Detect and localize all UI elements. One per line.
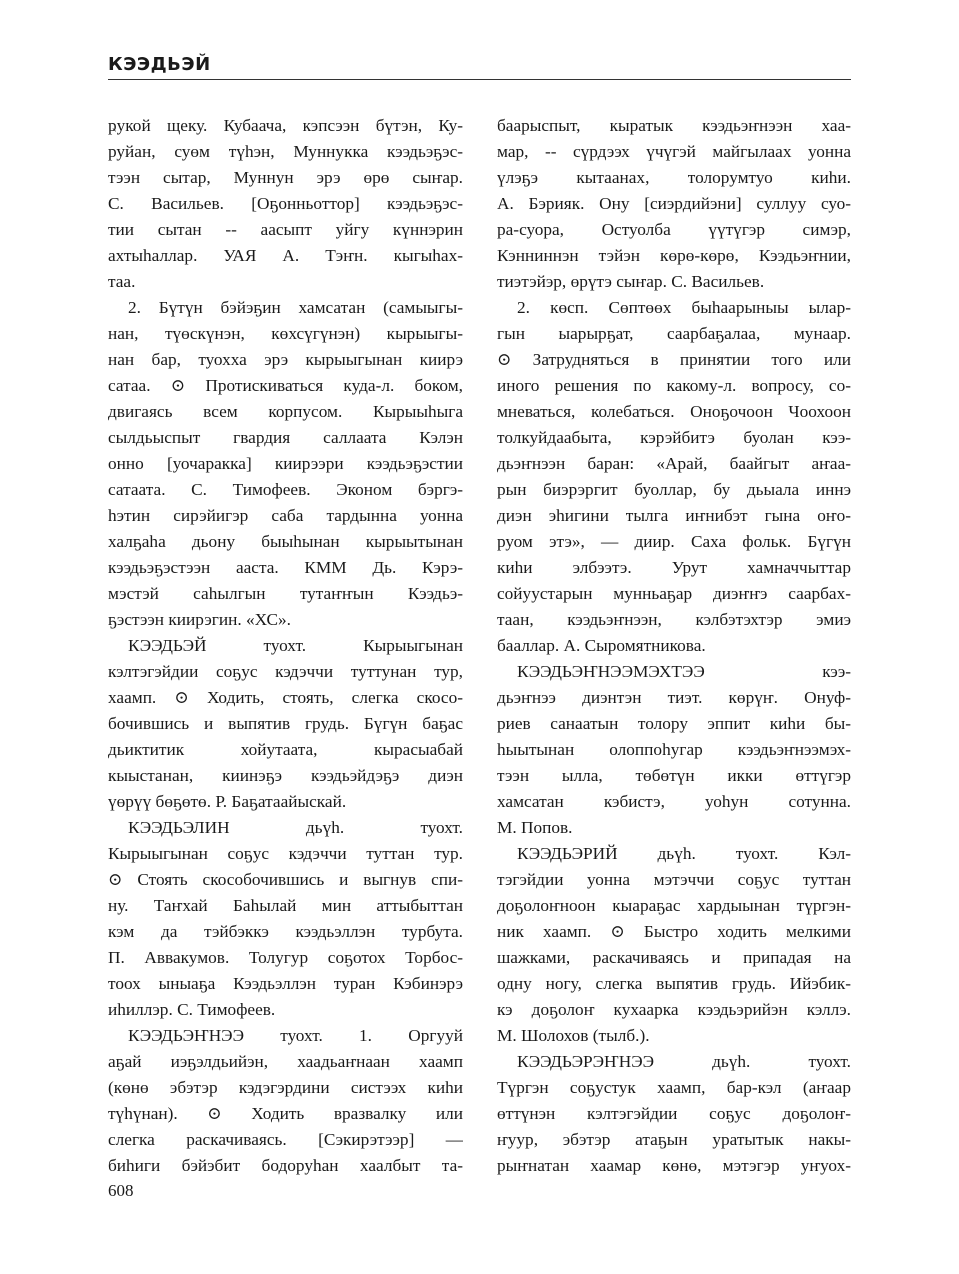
text-line: сатаа. ⊙ Протискиваться куда-л. боком,: [108, 376, 463, 395]
text-line: ну. Таҥхай Баһылай мин аттыбыттан: [108, 896, 463, 915]
text-line: толкуйдаабыта, кэрэйбитэ буолан кээ-: [497, 428, 851, 447]
headword-line: КЭЭДЬЭҤНЭЭМЭХТЭЭ кээ-: [517, 662, 851, 681]
headword-line: КЭЭДЬЭРИЙ дьүһ. туохт. Кэл-: [517, 844, 851, 863]
page-number: 608: [108, 1181, 134, 1200]
headword-line: КЭЭДЬЭҤНЭЭ туохт. 1. Оргууй: [128, 1026, 463, 1045]
text-line: иного решения по какому-л. вопросу, со-: [497, 376, 851, 395]
text-line: 2. көсп. Сөптөөх быһаарыныы ылар-: [517, 298, 851, 317]
text-line: шажками, раскачиваясь и припадая на: [497, 948, 851, 967]
left-column: [108, 113, 463, 1179]
header-rule: [108, 79, 851, 80]
text-line: риев санаатын толору эппит киһи бы-: [497, 714, 851, 733]
text-line: мэстэй саһылгын тутаҥҥын Кээдьэ-: [108, 584, 463, 603]
text-line: баарыспыт, кыратык кээдьэҥнээн хаа-: [497, 116, 851, 135]
text-line: аҕай иэҕэлдьийэн, хаадьаҥнаан хаамп: [108, 1052, 463, 1071]
text-line: бааллар. А. Сыромятникова.: [497, 636, 706, 655]
text-line: сылдьыспыт гвардия саллаата Кэлэн: [108, 428, 463, 447]
text-line: кэм да тэйбэккэ кээдьэллэн турбута.: [108, 922, 463, 941]
text-line: дьэҥнээ диэнтэн тиэт. көрүҥ. Онуф-: [497, 688, 851, 707]
text-line: кэлтэгэйдии соҕус кэдэччи туттунан тур,: [108, 662, 463, 681]
text-line: таан, кээдьэҥнээн, кэлбэтэхтэр эмиэ: [497, 610, 851, 629]
text-line: тэгэйдии уонна мэтэччи соҕус туттан: [497, 870, 851, 889]
text-line: нан, түөскүнэн, көхсүгүнэн) кырыыгы-: [108, 324, 463, 343]
text-line: двигаясь всем корпусом. Кырыыһыга: [108, 402, 463, 421]
text-line: иһиллэр. С. Тимофеев.: [108, 1000, 276, 1019]
text-line: ҏукой щеку. Кубаача, кэпсээн бүтэн, Ку-: [108, 116, 463, 135]
text-line: Кэнниннэн тэйэн көрө-көрө, Кээдьэҥнии,: [497, 246, 851, 265]
text-line: рыҥнатан хаамар көнө, мэтэгэр уҥуох-: [497, 1156, 851, 1175]
text-line: һыытынан олоппоһугар кээдьэҥнээмэх-: [497, 740, 851, 759]
text-line: рын биэрэргит буоллар, бу дьыала иннэ: [497, 480, 851, 499]
text-line: тиэтэйэр, өрүтэ сыҥар. С. Васильев.: [497, 272, 765, 291]
text-line: кээдьэҕэстээн ааста. КММ Дь. Кэрэ-: [108, 558, 463, 577]
text-line: ⊙ Затрудняться в принятии того или: [497, 350, 851, 369]
text-line: нан бар, туохха эрэ кырыыгынан киирэ: [108, 350, 463, 369]
text-line: ра-суора, Остуолба үүтүгэр симэр,: [497, 220, 851, 239]
text-line: тээн сытар, Муннун эрэ өрө сыҥар.: [108, 168, 463, 187]
text-line: ⊙ Стоять скособочившись и выгнув спи-: [108, 870, 463, 889]
text-line: руйан, суөм түһэн, Муннукка кээдьэҕэс-: [108, 142, 463, 161]
text-line: халҕаһа дьону быыһынан кырыытынан: [108, 532, 463, 551]
headword-line: КЭЭДЬЭРЭҤНЭЭ дьүһ. туохт.: [517, 1052, 851, 1071]
text-line: ҥуур, эбэтэр атаҕын уратытык накы-: [497, 1130, 851, 1149]
text-line: сойуустарын мунньаҕар диэҥҥэ саарбах-: [497, 584, 851, 603]
text-line: руом этэ», — диир. Саха фольк. Бүгүн: [497, 532, 851, 551]
headword-line: КЭЭДЬЭЙ туохт. Кырыыгынан: [128, 636, 463, 655]
text-line: үлэҕэ кытаанах, толорумтуо киһи.: [497, 168, 851, 187]
text-line: тээн ылла, төбөтүн икки өттүгэр: [497, 766, 851, 785]
text-line: М. Шолохов (тылб.).: [497, 1026, 650, 1045]
running-head: КЭЭДЬЭЙ: [108, 54, 211, 75]
text-line: одну ногу, слегка выпятив грудь. Ийэбик-: [497, 974, 851, 993]
text-line: доҕолоҥноон кыараҕас хардыынан түргэн-: [497, 896, 851, 915]
text-line: (көнө эбэтэр кэдэгэрдини систээх киһи: [108, 1078, 463, 1097]
text-line: өттүнэн кэлтэгэйдии соҕус доҕолоҥ-: [497, 1104, 851, 1123]
text-line: ахтыһаллар. УАЯ А. Тэҥн. кыгыһах-: [108, 246, 463, 265]
text-line: Түргэн соҕустук хаамп, бар-кэл (аҥаар: [497, 1078, 851, 1097]
text-line: 2. Бүтүн бэйэҕин хамсатан (самыыгы-: [128, 298, 463, 317]
text-line: сатаата. С. Тимофеев. Эконом бэргэ-: [108, 480, 463, 499]
text-line: Кырыыгынан соҕус кэдэччи туттан тур.: [108, 844, 463, 863]
text-line: һэтин сирэйигэр саба тардынна уонна: [108, 506, 463, 525]
text-line: бочившись и выпятив грудь. Бүгүн баҕас: [108, 714, 463, 733]
text-line: С. Васильев. [Оҕонньоттор] кээдьэҕэс-: [108, 194, 463, 213]
text-line: тии сытан -- аасыпт уйгу күннэрин: [108, 220, 463, 239]
text-line: үөрүү бөҕөтө. Р. Баҕатаайыскай.: [108, 792, 347, 811]
right-column: [497, 113, 851, 1179]
headword-line: КЭЭДЬЭЛИН дьүһ. туохт.: [128, 818, 463, 837]
text-line: М. Попов.: [497, 818, 573, 837]
text-line: түһүнан). ⊙ Ходить вразвалку или: [108, 1104, 463, 1123]
text-line: гын ыарырҕат, саарбаҕалаа, мунаар.: [497, 324, 851, 343]
text-line: ҕэстээн киирэгин. «ХС».: [108, 610, 291, 629]
text-line: хаамп. ⊙ Ходить, стоять, слегка скосо-: [108, 688, 463, 707]
text-line: дьиктитик хойутаата, кырасыабай: [108, 740, 463, 759]
text-line: дьэҥнээн баран: «Арай, баайгыт аҥаа-: [497, 454, 851, 473]
text-line: диэн эһигини тылга иҥнибэт гына оҥо-: [497, 506, 851, 525]
text-line: таа.: [108, 272, 136, 291]
text-line: ник хаамп. ⊙ Быстро ходить мелкими: [497, 922, 851, 941]
text-line: киһи элбээтэ. Урут хамначчыттар: [497, 558, 851, 577]
text-line: кэ доҕолоҥ кухаарка кээдьэрийэн кэллэ.: [497, 1000, 851, 1019]
text-line: мневаться, колебаться. Оноҕочоон Чоохоон: [497, 402, 851, 421]
text-line: онно [уочаракка] киирээри кээдьэҕэстии: [108, 454, 463, 473]
text-line: мар, -- сүрдээх үчүгэй майгылаах уонна: [497, 142, 851, 161]
text-line: слегка раскачиваясь. [Сэкирэтээр] —: [108, 1130, 463, 1149]
text-line: П. Аввакумов. Толугур соҕотох Торбос-: [108, 948, 463, 967]
text-line: биһиги бэйэбит бодоруһан хаалбыт та-: [108, 1156, 463, 1175]
text-line: хамсатан кэбистэ, уоһун сотунна.: [497, 792, 851, 811]
text-line: тоох ыныаҕа Кээдьэллэн туран Кэбинэрэ: [108, 974, 463, 993]
text-line: А. Бэрияк. Ону [сиэрдийэни] суллуу суо-: [497, 194, 851, 213]
text-line: кыыстанан, киинэҕэ кээдьэйдэҕэ диэн: [108, 766, 463, 785]
